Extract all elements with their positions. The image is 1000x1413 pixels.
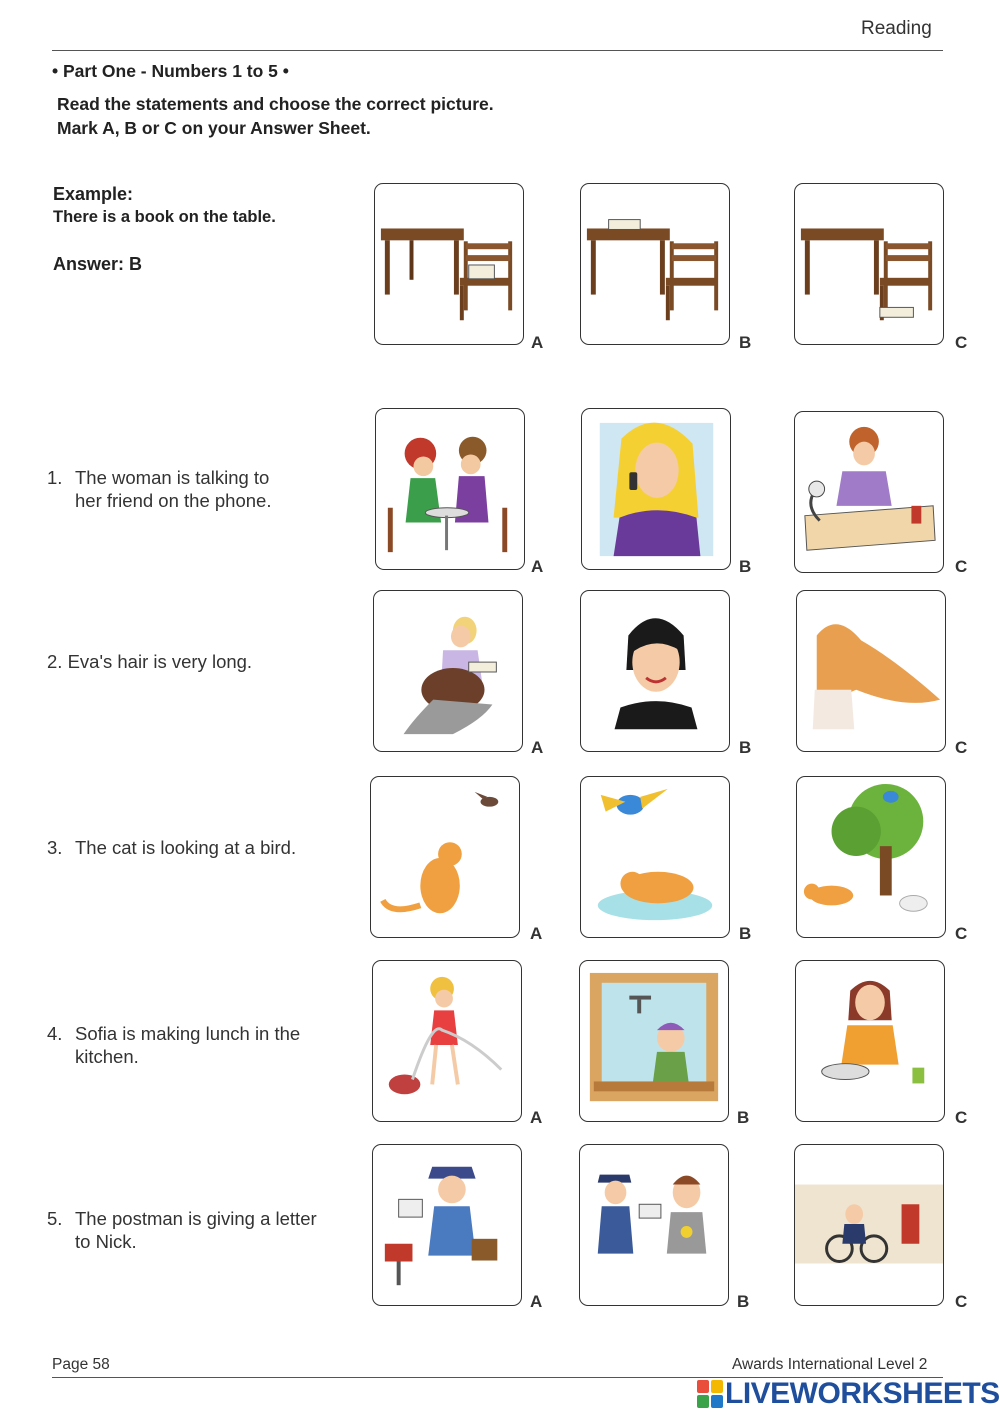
question-line: The postman is giving a letter — [75, 1208, 317, 1229]
option-letter: A — [530, 1292, 543, 1311]
table-book-on-table-icon — [581, 184, 729, 344]
option-letter: B — [739, 738, 752, 757]
question-number: 4. — [47, 1023, 63, 1044]
q5-picture-b[interactable] — [579, 1144, 729, 1306]
option-letter: C — [955, 924, 968, 943]
q3-picture-c[interactable] — [796, 776, 946, 938]
q4-picture-c[interactable] — [795, 960, 945, 1122]
q4-picture-b[interactable] — [579, 960, 729, 1122]
q1-picture-a[interactable] — [375, 408, 525, 570]
woman-very-long-hair-icon — [797, 591, 945, 751]
question-number: 1. — [47, 467, 63, 488]
woman-writing-at-desk-icon — [795, 412, 943, 572]
bird-and-sleeping-cat-icon — [581, 777, 729, 937]
postman-giving-letter-to-boy-icon — [580, 1145, 728, 1305]
example-answer: Answer: B — [53, 254, 143, 274]
section-label: Reading — [861, 18, 932, 39]
option-letter: C — [955, 738, 968, 757]
option-letter: B — [739, 924, 752, 943]
option-letter: A — [531, 738, 544, 757]
question-number: 2. — [47, 651, 63, 672]
question-line: to Nick. — [75, 1231, 137, 1252]
example-picture-c[interactable] — [794, 183, 944, 345]
brand-text: LIVEWORKSHEETS — [725, 1377, 1000, 1410]
question-1 — [47, 466, 271, 512]
option-letter: A — [531, 557, 544, 576]
table-chair-book-on-chair-icon — [375, 184, 523, 344]
question-4 — [47, 1022, 300, 1068]
two-women-chatting-cafe-icon — [376, 409, 524, 569]
q2-picture-b[interactable] — [580, 590, 730, 752]
boy-cleaning-window-icon — [580, 961, 728, 1121]
q5-picture-c[interactable] — [794, 1144, 944, 1306]
question-line: kitchen. — [75, 1046, 139, 1067]
question-line: Sofia is making lunch in the — [75, 1023, 301, 1044]
question-line: The woman is talking to — [75, 467, 270, 488]
example-picture-a[interactable] — [374, 183, 524, 345]
option-letter: C — [955, 1292, 968, 1311]
postman-with-mailbox-icon — [373, 1145, 521, 1305]
table-book-under-chair-icon — [795, 184, 943, 344]
q2-picture-c[interactable] — [796, 590, 946, 752]
instruction-line: Mark A, B or C on your Answer Sheet. — [57, 118, 371, 138]
girl-vacuuming-icon — [373, 961, 521, 1121]
q2-picture-a[interactable] — [373, 590, 523, 752]
question-number: 5. — [47, 1208, 63, 1229]
q3-picture-a[interactable] — [370, 776, 520, 938]
example-statement: There is a book on the table. — [53, 208, 276, 226]
option-letter: C — [955, 333, 968, 352]
question-5 — [47, 1207, 317, 1253]
option-letter: C — [955, 557, 968, 576]
option-letter: B — [737, 1292, 750, 1311]
option-letter: B — [739, 557, 752, 576]
woman-on-phone-icon — [582, 409, 730, 569]
woman-cooking-icon — [796, 961, 944, 1121]
option-letter: B — [737, 1108, 750, 1127]
option-letter: B — [739, 333, 752, 352]
liveworksheets-logo — [697, 1378, 1000, 1410]
question-line: The cat is looking at a bird. — [75, 837, 297, 858]
instruction-line: Read the statements and choose the correct picture. — [57, 94, 494, 114]
option-letter: C — [955, 1108, 968, 1127]
q1-picture-b[interactable] — [581, 408, 731, 570]
q5-picture-a[interactable] — [372, 1144, 522, 1306]
option-letter: A — [530, 1108, 543, 1127]
question-line: her friend on the phone. — [75, 490, 272, 511]
header-divider — [52, 50, 943, 51]
q4-picture-a[interactable] — [372, 960, 522, 1122]
example-picture-b[interactable] — [580, 183, 730, 345]
q3-picture-b[interactable] — [580, 776, 730, 938]
example-title: Example: — [53, 184, 134, 204]
postman-on-bicycle-icon — [795, 1145, 943, 1305]
part-title: • Part One - Numbers 1 to 5 • — [52, 61, 289, 81]
question-line: Eva's hair is very long. — [67, 651, 253, 672]
question-2 — [47, 650, 252, 673]
question-3 — [47, 836, 296, 859]
q1-picture-c[interactable] — [794, 411, 944, 573]
option-letter: A — [530, 924, 543, 943]
instructions — [57, 92, 494, 140]
liveworksheets-logo-icon — [697, 1380, 723, 1408]
option-letter: A — [531, 333, 544, 352]
woman-short-hair-icon — [581, 591, 729, 751]
cat-looking-at-bird-icon — [371, 777, 519, 937]
book-title: Awards International Level 2 — [732, 1356, 928, 1373]
question-number: 3. — [47, 837, 63, 858]
girl-reading-on-cushion-icon — [374, 591, 522, 751]
cat-running-by-tree-icon — [797, 777, 945, 937]
page-number: Page 58 — [52, 1356, 110, 1373]
